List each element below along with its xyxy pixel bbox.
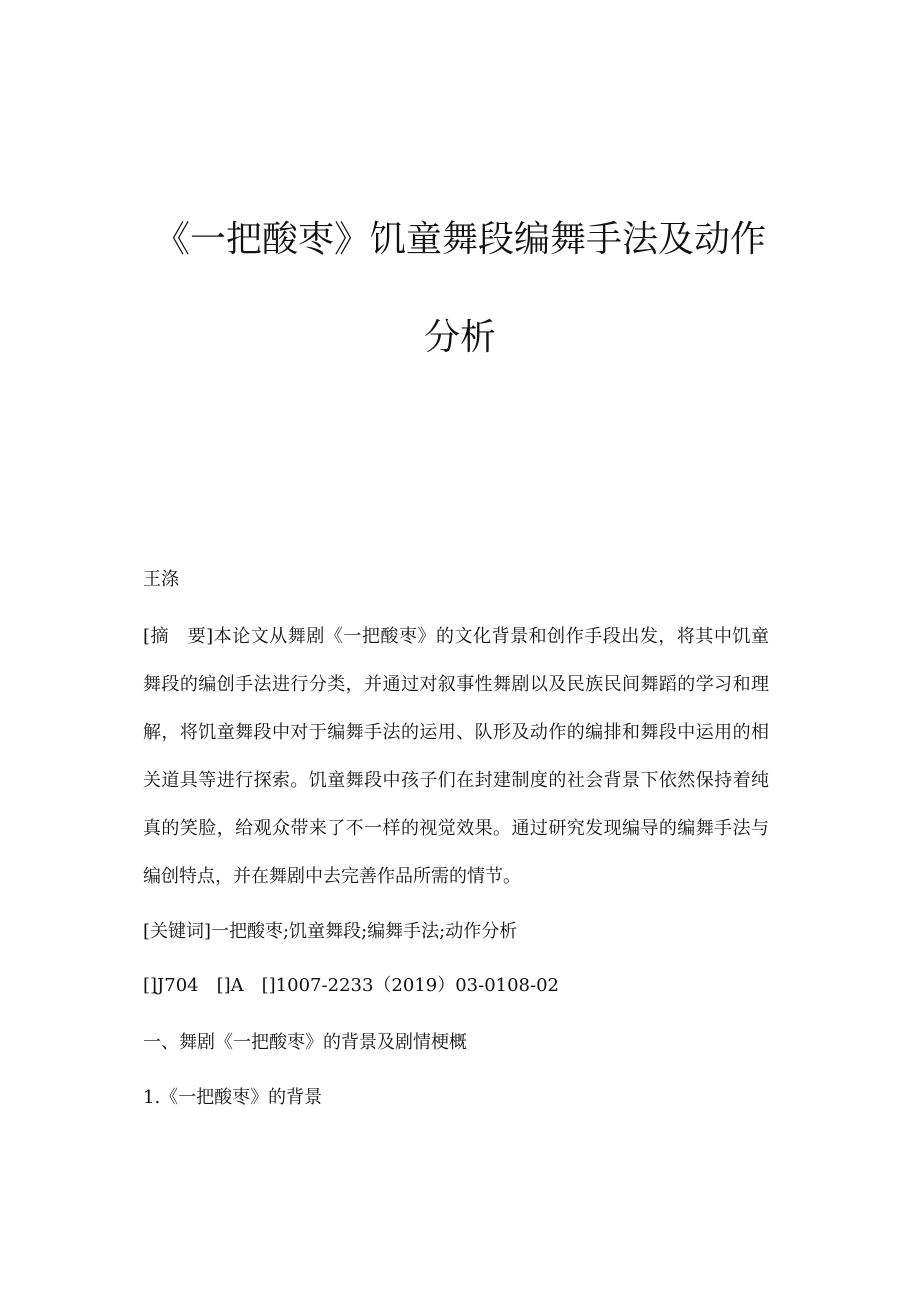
- classification-codes: []J704 []A []1007-2233（2019）03-0108-02: [143, 975, 559, 996]
- section-heading: 一、舞剧《一把酸枣》的背景及剧情梗概: [143, 1032, 467, 1053]
- keywords: [关键词]一把酸枣;饥童舞段;编舞手法;动作分析: [143, 921, 518, 942]
- title-line-1: 《一把酸枣》饥童舞段编舞手法及动作: [153, 219, 766, 260]
- subsection-heading: 1.《一把酸枣》的背景: [143, 1087, 323, 1108]
- author: 王涤: [143, 569, 179, 590]
- abstract-line: [摘 要]本论文从舞剧《一把酸枣》的文化背景和创作手段出发，将其中饥童: [143, 626, 769, 647]
- abstract-line: 解，将饥童舞段中对于编舞手法的运用、队形及动作的编排和舞段中运用的相: [143, 722, 769, 743]
- abstract-line: 编创特点，并在舞剧中去完善作品所需的情节。: [143, 866, 521, 887]
- abstract-line: 舞段的编创手法进行分类，并通过对叙事性舞剧以及民族民间舞蹈的学习和理: [143, 674, 769, 695]
- title-line-2: 分析: [423, 317, 496, 358]
- abstract-line: 关道具等进行探索。饥童舞段中孩子们在封建制度的社会背景下依然保持着纯: [143, 770, 769, 791]
- abstract-line: 真的笑脸，给观众带来了不一样的视觉效果。通过研究发现编导的编舞手法与: [143, 818, 769, 839]
